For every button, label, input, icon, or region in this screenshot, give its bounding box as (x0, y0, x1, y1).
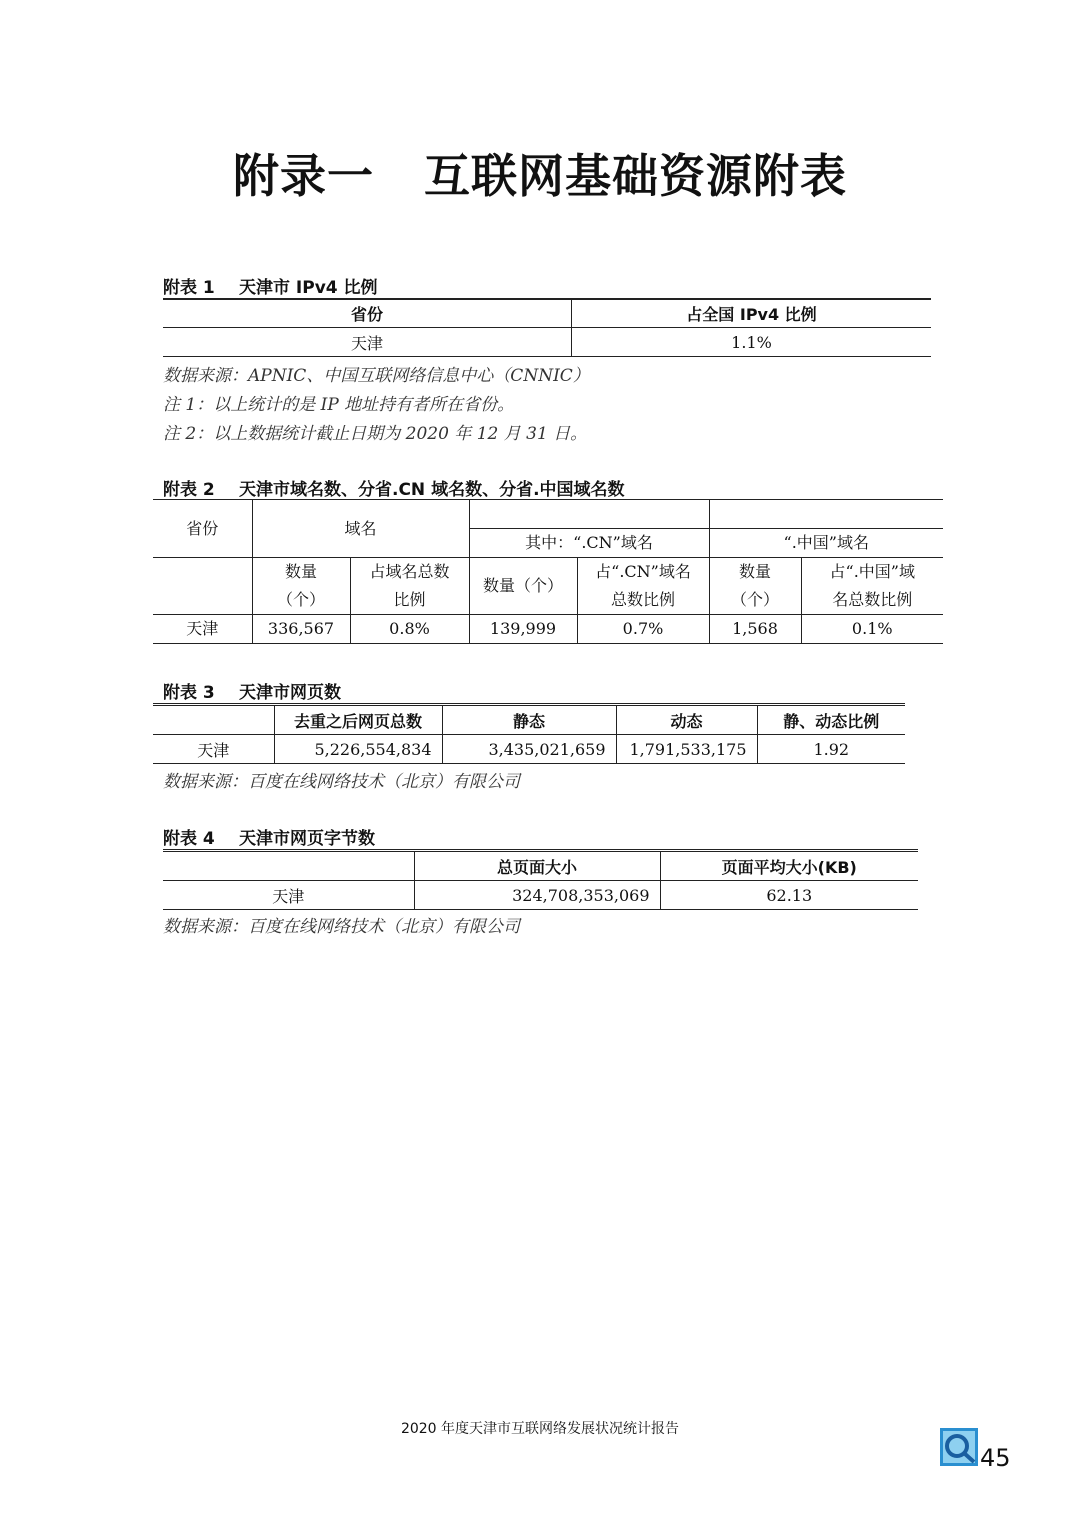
table2-cell-province: 天津 (153, 615, 252, 644)
table2-sub-zg-count-l2: （个） (730, 590, 779, 609)
table3-caption-text: 天津市网页数 (239, 683, 341, 703)
table3-caption-num: 附表 3 (163, 683, 215, 703)
table1-caption-num: 附表 1 (163, 278, 215, 298)
table2 (153, 499, 943, 644)
table2-header-zhongguo: “.中国”域名 (709, 529, 943, 558)
table1 (163, 298, 931, 357)
table2-cell-zg-count: 1,568 (709, 615, 801, 644)
table2-header-domain: 域名 (252, 500, 469, 558)
table2-sub-cn-share (577, 558, 709, 615)
table3-header-static: 静态 (442, 705, 616, 735)
table2-cell-cn-count: 139,999 (469, 615, 577, 644)
title-right: 互联网基础资源附表 (424, 149, 847, 203)
table2-caption-num: 附表 2 (163, 480, 215, 500)
table-row (163, 881, 918, 910)
table2-sub-domain-share-l2: 比例 (393, 590, 426, 609)
footer-report-title: 2020 年度天津市互联网络发展状况统计报告 (400, 1421, 680, 1437)
table1-caption-text: 天津市 IPv4 比例 (239, 278, 378, 298)
table2-caption (163, 475, 625, 500)
table3-header-total: 去重之后网页总数 (274, 705, 442, 735)
table2-caption-text: 天津市域名数、分省.CN 域名数、分省.中国域名数 (239, 480, 625, 500)
table1-cell-ratio: 1.1% (731, 332, 772, 352)
table-row (153, 735, 905, 764)
table3-header-dynamic: 动态 (616, 705, 757, 735)
table4 (163, 849, 918, 910)
table2-cell-cn-share: 0.7% (577, 615, 709, 644)
table1-note-1: 注 1：以上统计的是 IP 地址持有者所在省份。 (163, 395, 515, 415)
table3-header-ratio: 静、动态比例 (757, 705, 905, 735)
table2-sub-domain-count-l1: 数量 (284, 562, 317, 581)
table1-source-note: 数据来源：APNIC、中国互联网络信息中心（CNNIC） (163, 366, 590, 386)
table2-sub-cn-share-l1: 占“.CN”域名 (595, 562, 691, 581)
table4-caption (163, 824, 375, 849)
table3-cell-total: 5,226,554,834 (274, 735, 442, 764)
table2-sub-cn-share-l2: 总数比例 (610, 590, 675, 609)
table3-cell-static: 3,435,021,659 (442, 735, 616, 764)
table2-header-blank-2 (709, 500, 943, 529)
table1-note-2: 注 2：以上数据统计截止日期为 2020 年 12 月 31 日。 (163, 424, 588, 444)
table3-caption (163, 678, 341, 703)
table2-header-blank-1 (469, 500, 709, 529)
table4-header-total-size: 总页面大小 (414, 851, 660, 881)
table2-sub-zg-count-l1: 数量 (738, 562, 771, 581)
table4-caption-text: 天津市网页字节数 (239, 829, 375, 849)
report-logo-icon (940, 1428, 978, 1466)
table3-cell-dynamic: 1,791,533,175 (616, 735, 757, 764)
table2-sub-zg-count (709, 558, 801, 615)
table2-sub-cn-count: 数量（个） (469, 558, 577, 615)
table4-header-avg-size: 页面平均大小(KB) (660, 851, 918, 881)
table4-cell-province: 天津 (163, 881, 414, 910)
table2-cell-domain-share: 0.8% (350, 615, 469, 644)
title-left: 附录一 (233, 149, 374, 203)
table1-cell-province: 天津 (163, 328, 572, 357)
table2-sub-domain-share (350, 558, 469, 615)
table2-sub-domain-count-l2: （个） (276, 590, 325, 609)
table4-source-note: 数据来源：百度在线网络技术（北京）有限公司 (163, 917, 520, 937)
table-row (163, 328, 931, 357)
table2-sub-blank (153, 558, 252, 615)
page-number: 45 (980, 1444, 1011, 1472)
table4-cell-total-size: 324,708,353,069 (414, 881, 660, 910)
table4-caption-num: 附表 4 (163, 829, 215, 849)
table2-cell-zg-share: 0.1% (801, 615, 943, 644)
table3-cell-ratio: 1.92 (813, 739, 850, 759)
table1-header-ratio: 占全国 IPv4 比例 (572, 299, 932, 328)
table2-header-province: 省份 (153, 500, 252, 558)
table2-cell-domain-count: 336,567 (252, 615, 350, 644)
table1-header-province: 省份 (163, 299, 572, 328)
table3-source-note: 数据来源：百度在线网络技术（北京）有限公司 (163, 772, 520, 792)
table3-header-blank (153, 705, 274, 735)
table4-header-blank (163, 851, 414, 881)
table2-sub-zg-share-l1: 占“.中国”域 (829, 562, 915, 581)
table2-sub-zg-share (801, 558, 943, 615)
table1-caption (163, 273, 378, 298)
table-row (153, 615, 943, 644)
table2-sub-domain-count (252, 558, 350, 615)
table4-cell-avg-size: 62.13 (766, 885, 813, 905)
table2-sub-zg-share-l2: 名总数比例 (832, 590, 913, 609)
table2-header-cn: 其中：“.CN”域名 (469, 529, 709, 558)
table3 (153, 703, 905, 764)
table2-sub-domain-share-l1: 占域名总数 (369, 562, 450, 581)
table3-cell-province: 天津 (153, 735, 274, 764)
page-title (0, 140, 1080, 206)
